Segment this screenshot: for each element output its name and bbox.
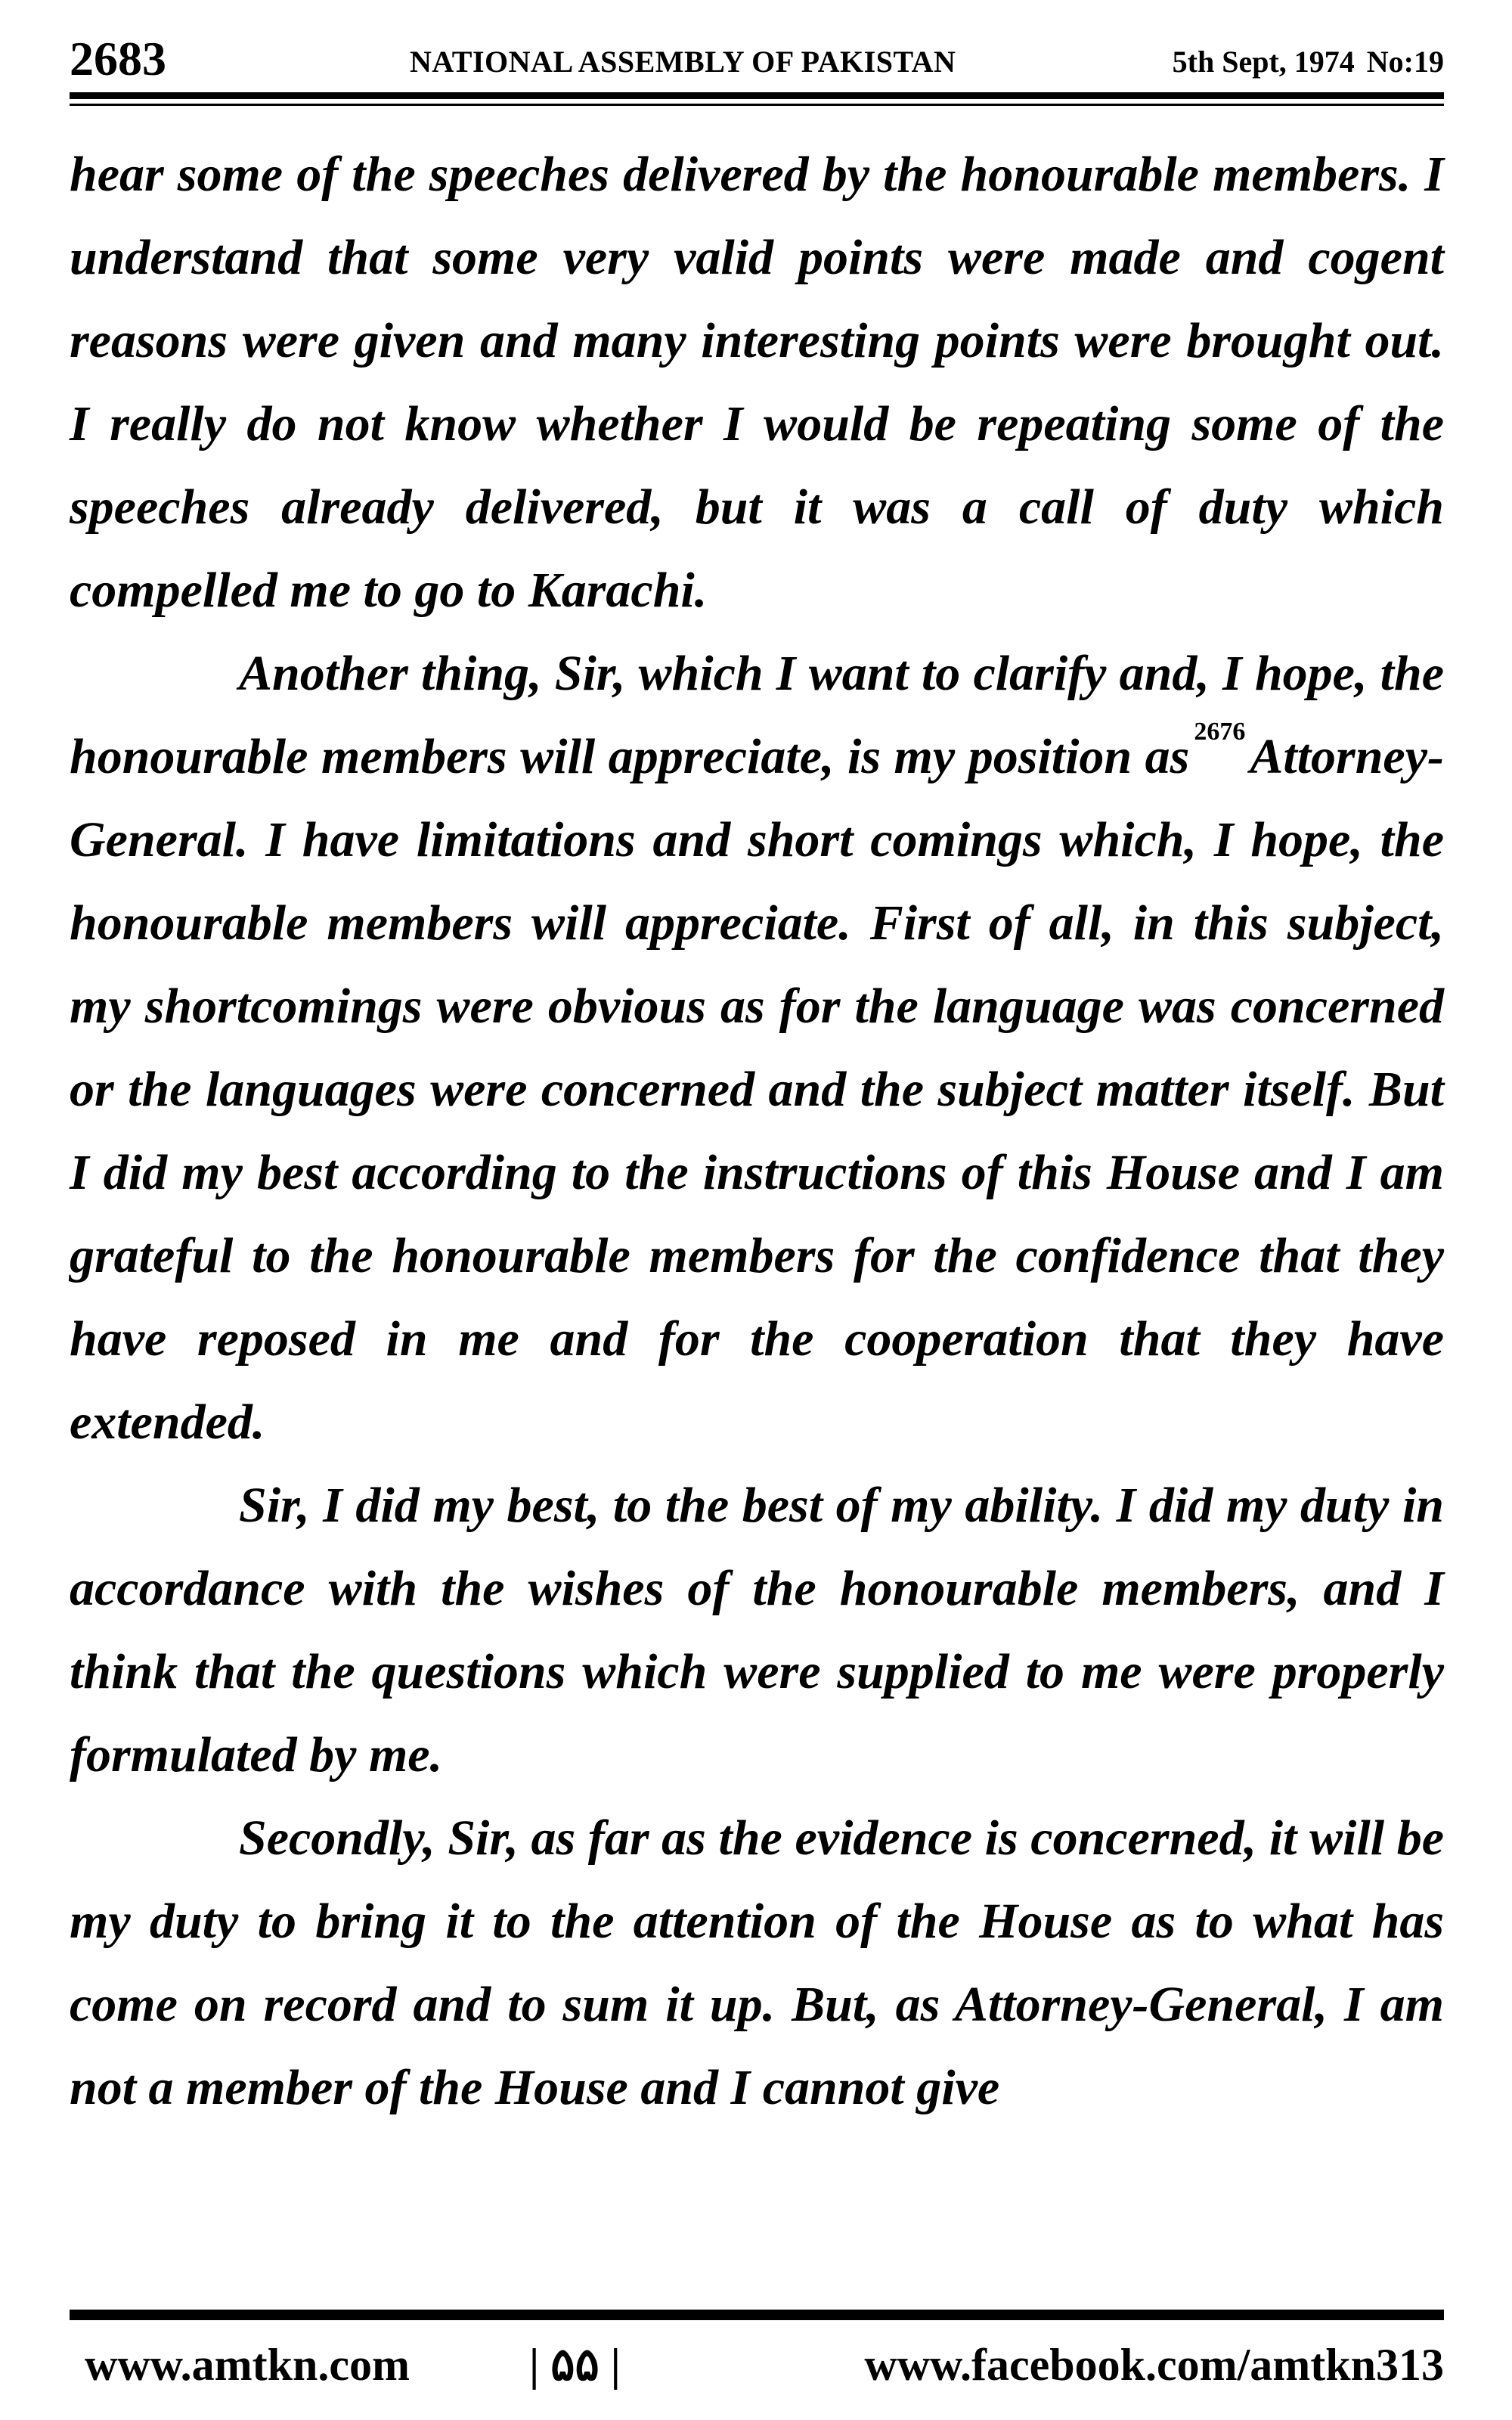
session-info xyxy=(1160,39,1444,85)
issue-number: No:19 xyxy=(1366,45,1444,79)
paragraph-3: Sir, I did my best, to the best of my ability. I did my duty in accordance with the wishes of the honourable members, and I think that the questions which were supplied to me were properly formulated by me. xyxy=(70,1478,1444,1782)
paragraph-2 xyxy=(70,632,1444,1464)
header-rule-thick xyxy=(70,92,1444,99)
page-footer xyxy=(70,2331,1444,2399)
paragraph-4: Secondly, Sir, as far as the evidence is concerned, it will be my duty to bring it to the attention of the House as to what has come on record and to sum it up. But, as Attorney-General, I am not a member of the House and I cannot give xyxy=(70,1810,1444,2115)
paragraph-2-part-2: Attorney- General. I have limitations and short comings which, I hope, the honourable members will appreciate. First of all, in this subject, my shortcomings were obvious as for the language was concerned or the languages were concerned and the subject matter itself. But I did my best according to the instructions of this House and I am grateful to the honourable members for the confidence that they have reposed in me and for the cooperation that they have extended. xyxy=(70,729,1444,1450)
facebook-link[interactable]: www.facebook.com/amtkn313 xyxy=(864,2340,1444,2390)
paragraph-2-part-1: Another thing, Sir, which I want to clarify and, I hope, the honourable members will appreciate, is my position as xyxy=(70,646,1444,784)
footer-rule xyxy=(70,2310,1444,2320)
page-header xyxy=(70,29,1444,89)
website-link[interactable]: www.amtkn.com xyxy=(85,2340,410,2390)
session-date: 5th Sept, 1974 xyxy=(1172,45,1355,79)
footer-page-marker: | ۵۵ | xyxy=(529,2340,621,2390)
publication-title: NATIONAL ASSEMBLY OF PAKISTAN xyxy=(410,45,956,79)
header-rule-thin xyxy=(70,104,1444,106)
body-text xyxy=(70,133,1444,2130)
page-number: 2683 xyxy=(70,32,166,85)
page-reference-marker: 2676 xyxy=(1194,718,1246,746)
paragraph-1: hear some of the speeches delivered by the honourable members. I understand that some very valid points were made and cogent reasons were given and many interesting points were brought out. I really do not know whether I would be repeating some of the speeches already delivered, but it was a call of duty which compelled me to go to Karachi. xyxy=(70,147,1444,618)
